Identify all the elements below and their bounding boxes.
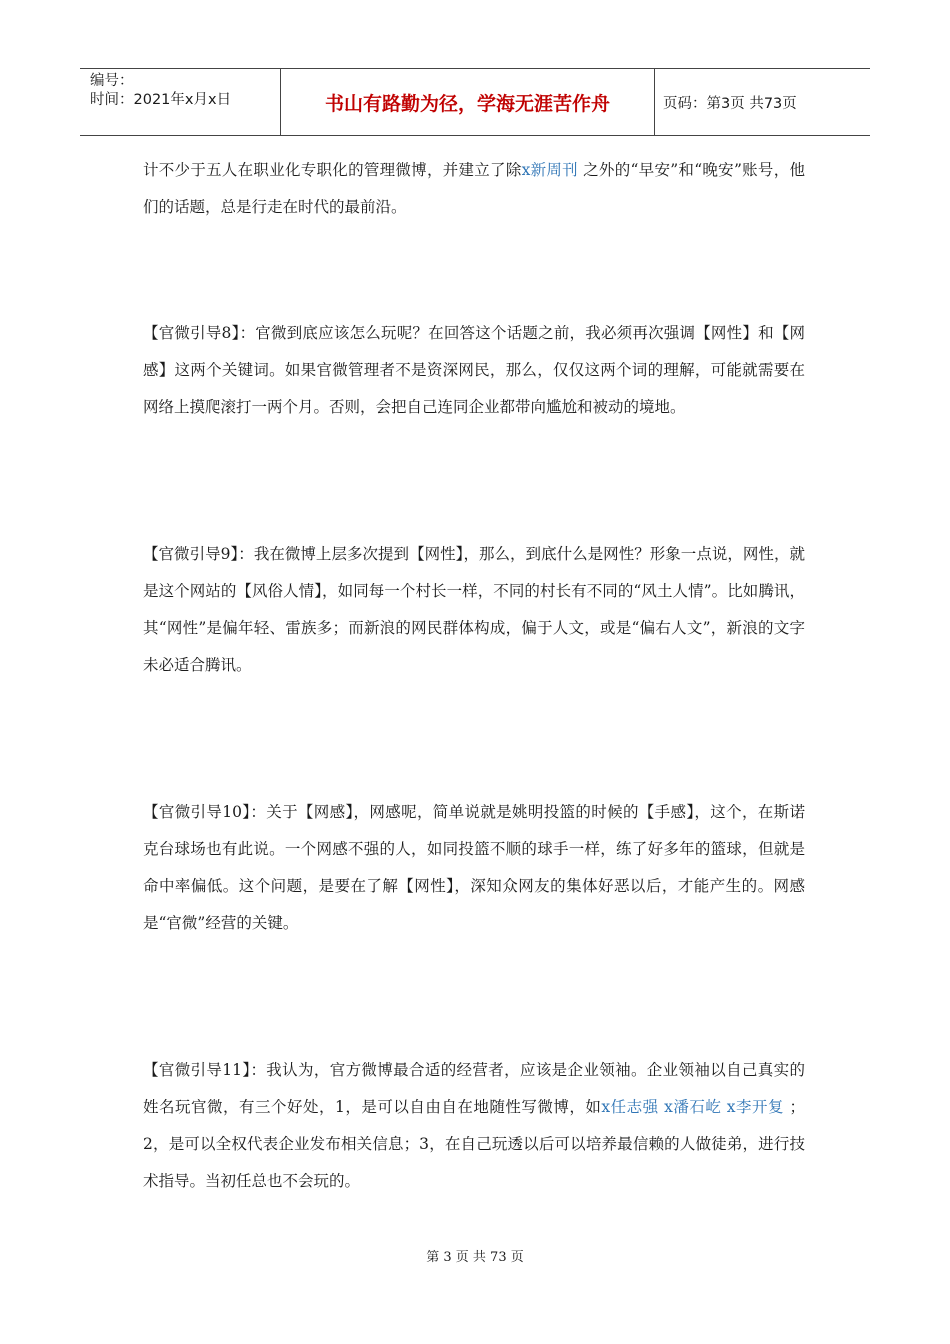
paragraph-guide-10: 【官微引导10】：关于【网感】，网感呢，简单说就是姚明投篮的时候的【手感】，这个，在斯诺克台球场也有此说。一个网感不强的人，如同投篮不顺的球手一样，练了好多年的篮球，但就是命中率偏低。这个问题，是要在了解【网性】，深知众网友的集体好恶以后，才能产生的。网感是“官微”经营的关键。 [143,803,805,932]
header-motto: 书山有路勤为径，学海无涯苦作舟 [281,69,655,135]
page-footer: 第 3 页 共 73 页 [426,1250,524,1265]
paragraph-guide-11: 【官微引导11】：我认为，官方微博最合适的经营者，应该是企业领袖。企业领袖以自己真实的姓名玩官微，有三个好处，1，是可以自由自在地随性写微博，如x任志强 x潘石屹 x李开复 ；2，是可以全权代表企业发布相关信息；3，在自己玩透以后可以培养最信赖的人做徒弟，进行技术指导。当初任总也不会玩的。 [143,1061,805,1190]
link-likaifu[interactable]: x李开复 [726,1098,785,1116]
paragraph-guide-8: 【官微引导8】：官微到底应该怎么玩呢？在回答这个话题之前，我必须再次强调【网性】和【网感】这两个关键词。如果官微管理者不是资深网民，那么，仅仅这两个词的理解，可能就需要在网络上摸爬滚打一两个月。否则，会把自己连同企业都带向尴尬和被动的境地。 [143,324,805,416]
document-number-label: 编号： [90,73,134,89]
header-left-cell [80,69,281,135]
link-panshiyi[interactable]: x潘石屹 [664,1098,722,1116]
paragraph-1: 计不少于五人在职业化专职化的管理微博，并建立了除x新周刊 之外的“早安”和“晚安”账号，他们的话题，总是行走在时代的最前沿。 [143,161,805,216]
document-date: 时间：2021年x月x日 [90,92,232,108]
page-header [80,68,870,136]
header-page-number: 页码：第3页 共73页 [663,95,797,112]
link-renzhiqiang[interactable]: x任志强 [601,1098,659,1116]
paragraph-guide-9: 【官微引导9】：我在微博上层多次提到【网性】，那么，到底什么是网性？形象一点说，网性，就是这个网站的【风俗人情】，如同每一个村长一样，不同的村长有不同的“风土人情”。比如腾讯，其“网性”是偏年轻、雷族多；而新浪的网民群体构成，偏于人文，或是“偏右人文”，新浪的文字未必适合腾讯。 [143,545,805,674]
link-xinzhoukan[interactable]: x新周刊 [521,161,578,179]
document-body [143,152,805,1310]
